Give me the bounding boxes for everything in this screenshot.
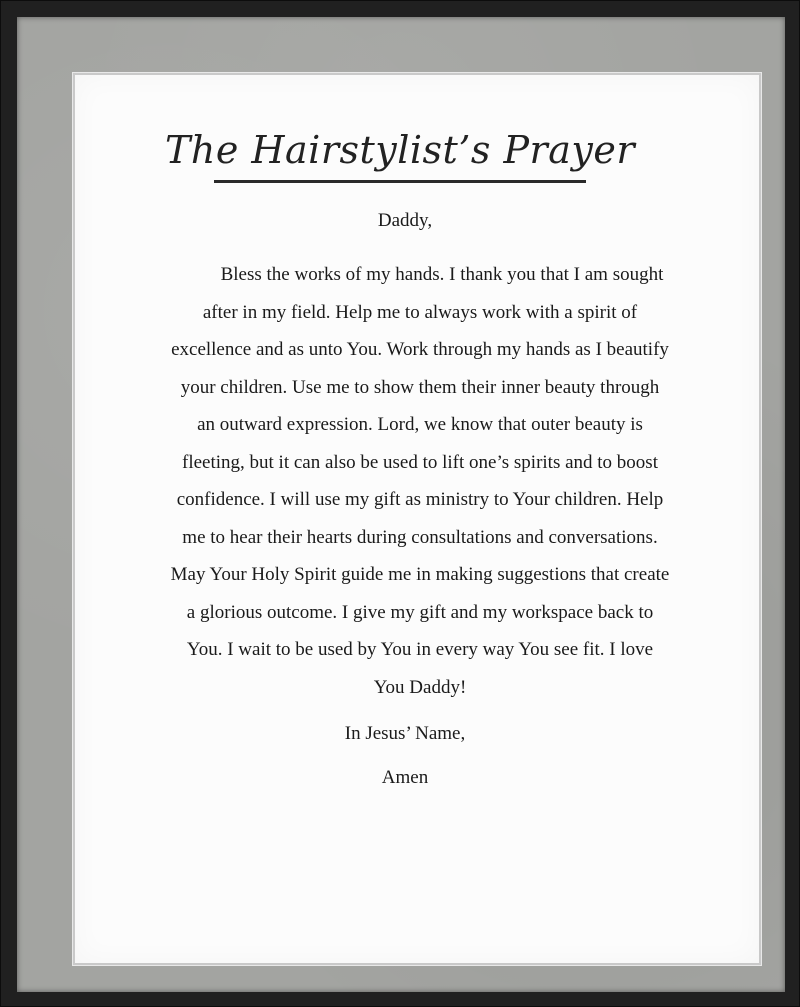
title-underline (214, 180, 586, 183)
prayer-text (170, 202, 670, 800)
amen-line: Amen (381, 767, 429, 788)
salutation: Daddy, (377, 210, 433, 231)
page-title: The Hairstylist’s Prayer (165, 128, 635, 172)
closing-line: In Jesus’ Name, (344, 723, 466, 744)
prayer-body: Bless the works of my hands. I thank you that I am sought after in my field. Help me to always work with a spirit of excellence and as unto You. Work through my hands as I beautify your children. Use me to show them their inner beauty through an outward expression. Lord, we know that outer beauty is fleeting, but it can also be used to lift one’s spirits and to boost confidence. I will use my gift as ministry to Your children. Help me to hear their hearts during consultations and conversations. May Your Holy Spirit guide me in making suggestions that create a glorious outcome. I give my gift and my workspace back to You. I wait to be used by You in every way You see fit. I love You Daddy! (170, 264, 670, 698)
